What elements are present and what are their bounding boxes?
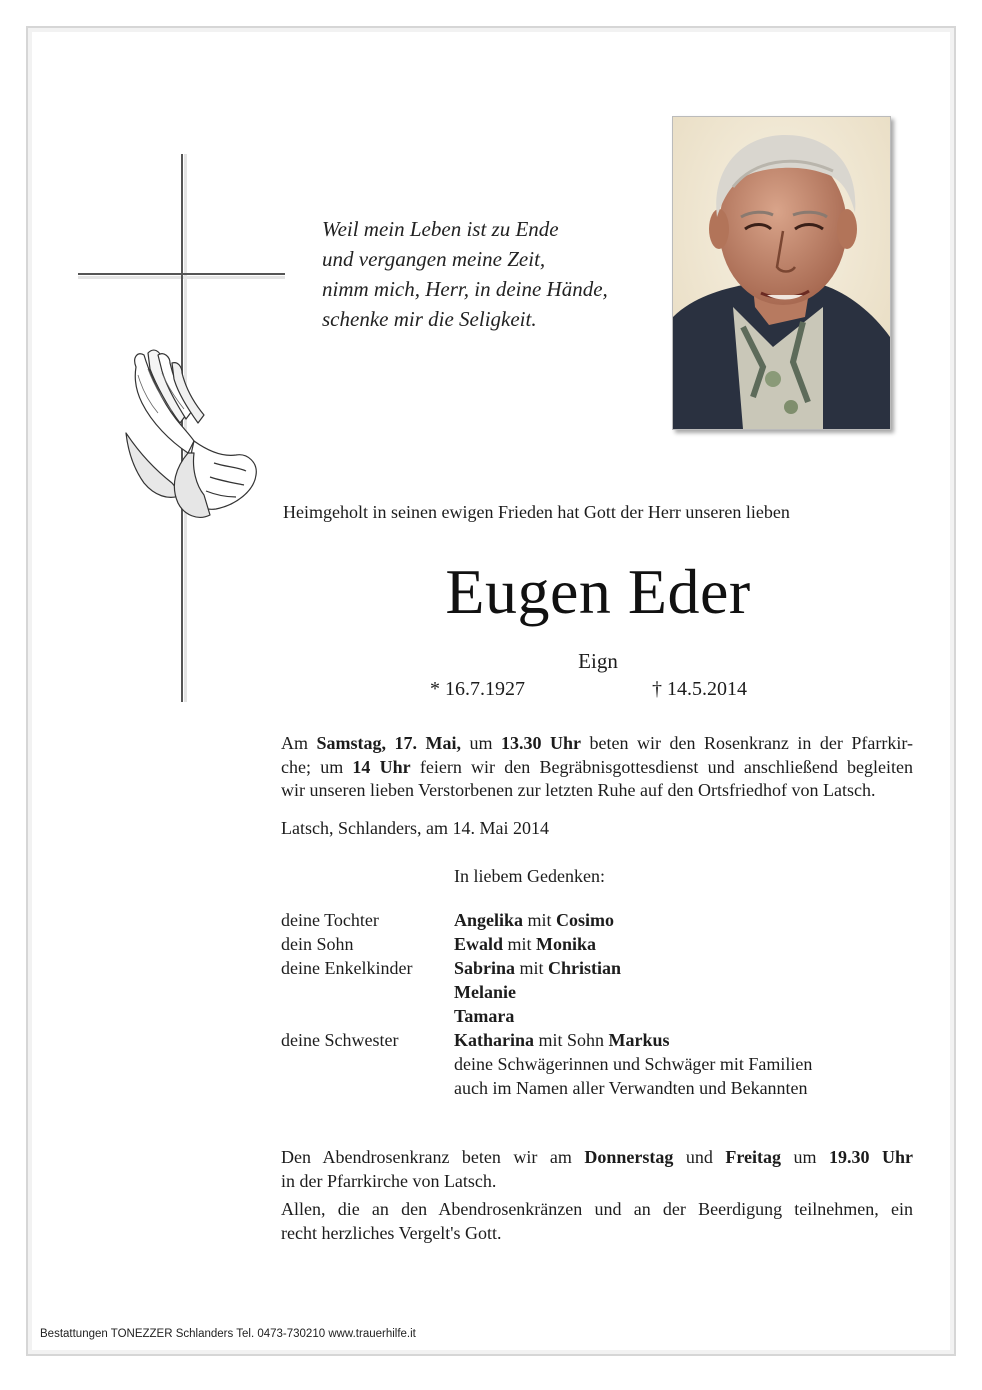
thanks-line-1: Allen, die an den Abendrosenkränzen und an der Beerdigung teilnehmen, ein <box>281 1199 913 1219</box>
relative-row: Melanie <box>281 980 812 1004</box>
relative-label: deine Tochter <box>281 910 379 930</box>
relative-row: deine Enkelkinder Sabrina mit Christian <box>281 958 622 978</box>
relative-row <box>281 1052 812 1076</box>
funeral-line-1: Am Samstag, 17. Mai, um 13.30 Uhr beten wir den Rosenkranz in der Pfarrkir- <box>281 733 914 753</box>
intro-text: Heimgeholt in seinen ewigen Frieden hat Gott der Herr unseren lieben <box>283 502 790 522</box>
place-date: Latsch, Schlanders, am 14. Mai 2014 <box>281 818 549 838</box>
funeral-line-3: wir unseren lieben Verstorbenen zur letzten Ruhe auf den Ortsfriedhof von Latsch. <box>281 780 876 800</box>
verse-line: und vergangen meine Zeit, <box>322 247 546 271</box>
birth-date: * 16.7.1927 <box>430 678 525 700</box>
death-date: † 14.5.2014 <box>652 678 747 700</box>
verse <box>322 214 642 334</box>
relative-row: deine Schwester Katharina mit Sohn Markus <box>281 1030 670 1050</box>
rosary-line-2: in der Pfarrkirche von Latsch. <box>281 1170 497 1191</box>
verse-line: Weil mein Leben ist zu Ende <box>322 217 559 241</box>
memory-heading: In liebem Gedenken: <box>454 866 605 886</box>
relatives-extra: deine Schwägerinnen und Schwäger mit Familien <box>454 1054 813 1074</box>
verse-line: schenke mir die Seligkeit. <box>322 307 537 331</box>
rosary-paragraph <box>281 1146 913 1193</box>
funeral-line-2: che; um 14 Uhr feiern wir den Begräbnisgottesdienst und anschließend begleiten <box>281 756 914 777</box>
relative-row: Tamara <box>281 1004 812 1028</box>
relative-label: deine Enkelkinder <box>281 958 413 978</box>
verse-line: nimm mich, Herr, in deine Hände, <box>322 277 608 301</box>
funeral-paragraph <box>281 732 913 803</box>
relative-row: dein Sohn Ewald mit Monika <box>281 934 597 954</box>
relatives-extra: auch im Namen aller Verwandten und Bekannten <box>454 1078 808 1098</box>
footer-funeral-home: Bestattungen TONEZZER Schlanders Tel. 0473-730210 www.trauerhilfe.it <box>40 1328 416 1340</box>
relative-label: deine Schwester <box>281 1030 399 1050</box>
relative-label: dein Sohn <box>281 934 354 954</box>
relative-label <box>281 1004 454 1028</box>
nickname: Eign <box>578 649 618 673</box>
praying-hands-icon <box>118 345 263 525</box>
rosary-line-1: Den Abendrosenkranz beten wir am Donnerstag und Freitag um 19.30 Uhr <box>281 1147 913 1167</box>
relative-label <box>281 980 454 1004</box>
thanks-line-2: recht herzliches Vergelt's Gott. <box>281 1222 502 1243</box>
portrait-photo <box>672 116 891 430</box>
relative-row <box>281 1076 812 1100</box>
thanks-paragraph <box>281 1198 913 1245</box>
relatives-list <box>281 908 812 1100</box>
relative-row: deine Tochter Angelika mit Cosimo <box>281 910 615 930</box>
deceased-name: Eugen Eder <box>445 556 751 627</box>
